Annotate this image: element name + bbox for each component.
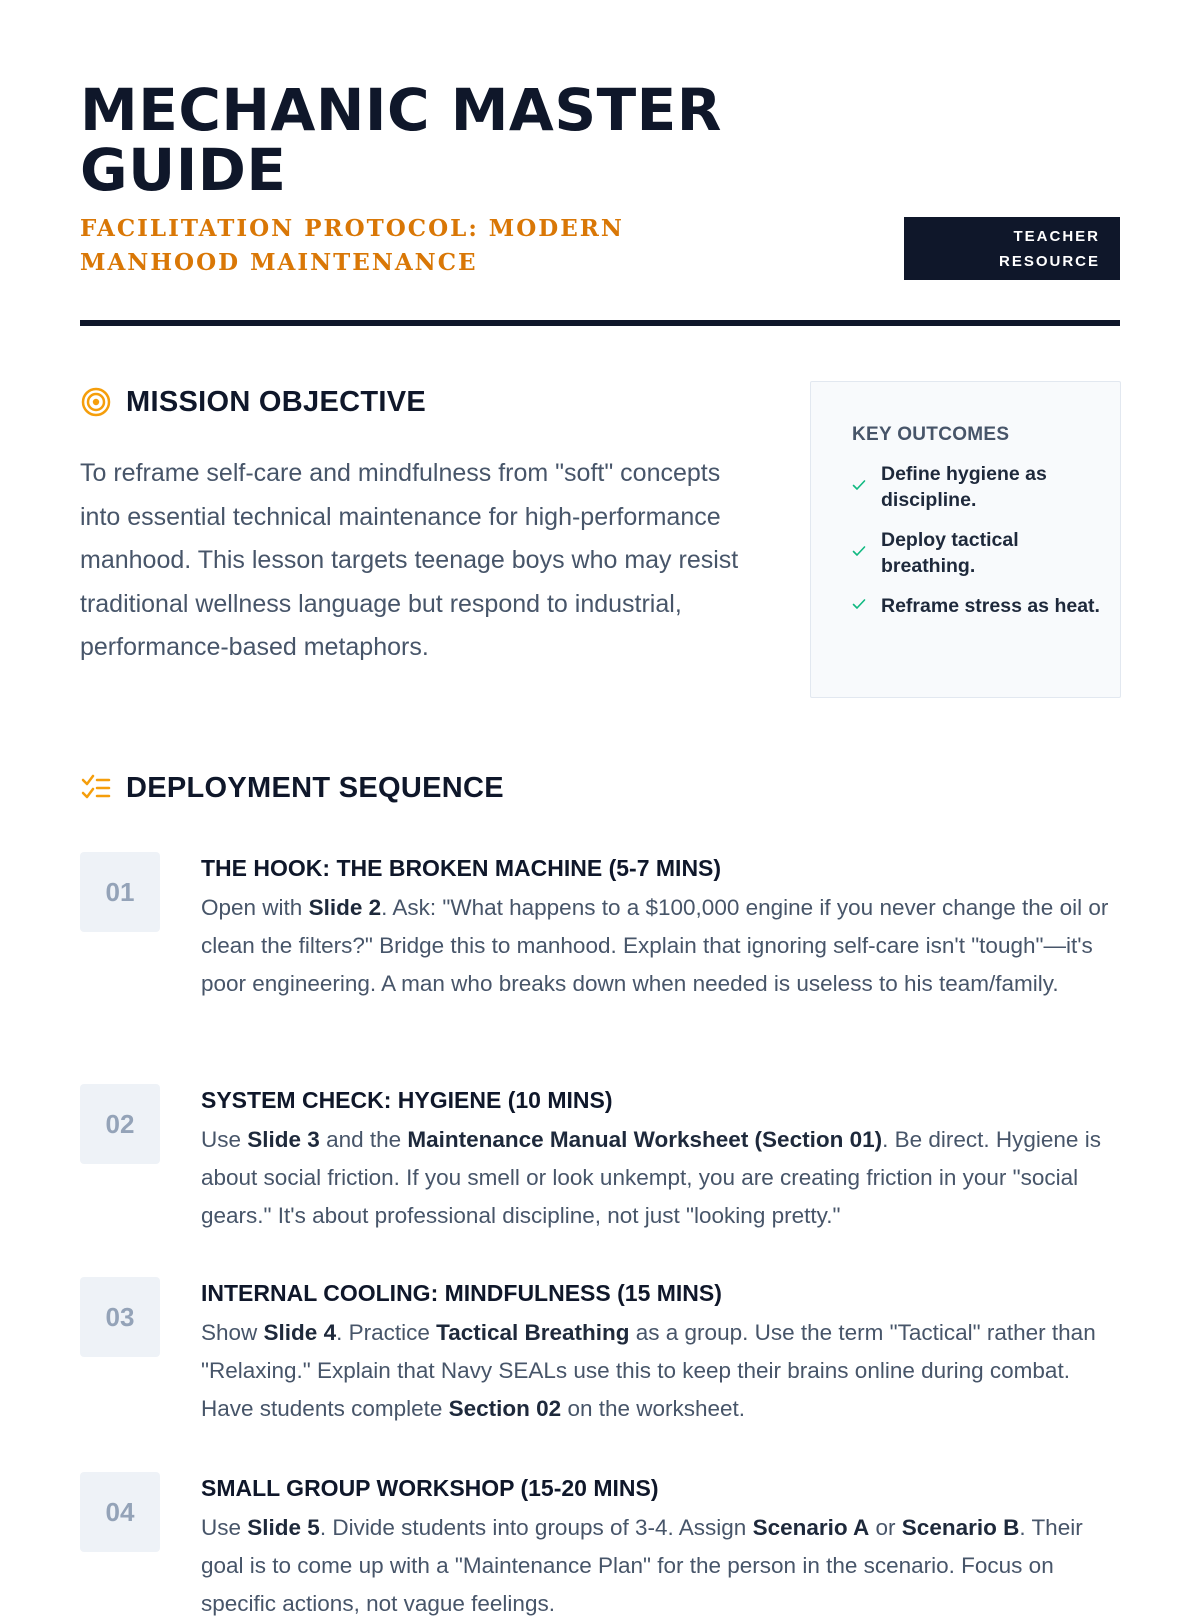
page-title: MECHANIC MASTER GUIDE [80, 76, 722, 204]
step-text: . Be direct. Hygiene is about social friction. If you smell or look unkempt, you are creating friction in your "social gears." It's about professional discipline, not just "looking pretty." [201, 1127, 1101, 1228]
mission-heading [80, 382, 426, 422]
key-outcomes-list [852, 461, 1100, 619]
step-text: . Ask: "What happens to a $100,000 engine if you never change the oil or clean the filters?" Bridge this to manhood. Explain that ignoring self-care isn't "tough"—it's poor engineering. A man who breaks down when needed is useless to his team/family. [201, 895, 1109, 996]
step-text: . Divide students into groups of 3-4. Assign [319, 1515, 753, 1540]
step-text: and the [319, 1127, 408, 1152]
check-icon [852, 478, 868, 496]
sequence-heading [80, 768, 504, 808]
step-emphasis: Slide 4 [263, 1320, 337, 1345]
step-number: 03 [80, 1277, 160, 1357]
header-divider [80, 320, 1120, 326]
step-title: INTERNAL COOLING: MINDFULNESS (15 MINS) [201, 1280, 722, 1306]
step-emphasis: Tactical Breathing [436, 1320, 630, 1345]
teacher-resource-badge [904, 217, 1120, 280]
step-text: as a group. Use the term "Tactical" rather than "Relaxing." Explain that Navy SEALs use this to keep their brains online during combat. Have students complete [201, 1320, 1096, 1421]
outcome-text: Reframe stress as heat. [881, 595, 1100, 617]
outcome-item [852, 593, 1100, 619]
step-emphasis: Maintenance Manual Worksheet (Section 01) [407, 1127, 883, 1152]
guide-page [80, 0, 1120, 1616]
step-number: 01 [80, 852, 160, 932]
step-text: . Practice [336, 1320, 437, 1345]
step-body [201, 1084, 1121, 1235]
step-body [201, 1472, 1121, 1623]
key-outcomes-card [810, 381, 1121, 698]
step-text: . Their goal is to come up with a "Maintenance Plan" for the person in the scenario. Focus on specific actions, not vague feelings. [201, 1515, 1083, 1616]
step-emphasis: Slide 2 [308, 895, 382, 920]
target-icon [80, 386, 112, 418]
step-emphasis: Section 02 [448, 1396, 562, 1421]
badge-line-2: RESOURCE [998, 253, 1100, 270]
step-emphasis: Slide 3 [247, 1127, 320, 1152]
outcome-text: Deploy tactical breathing. [881, 529, 1019, 577]
badge-line-1: TEACHER [1013, 228, 1100, 245]
step-number: 02 [80, 1084, 160, 1164]
step-text: on the worksheet. [561, 1396, 746, 1421]
mission-text: To reframe self-care and mindfulness from "soft" concepts into essential technical maintenance for high-performance manhood. This lesson targets teenage boys who may resist traditional wellness language but respond to industrial, performance-based metaphors. [80, 459, 739, 661]
outcome-item [852, 461, 1100, 513]
step-text: Show [201, 1320, 264, 1345]
step-description [201, 1314, 1121, 1428]
sequence-heading-label: DEPLOYMENT SEQUENCE [126, 771, 504, 804]
step-body [201, 852, 1121, 1003]
step-description [201, 889, 1121, 1003]
step-text: Use [201, 1127, 248, 1152]
step-emphasis: Scenario A [752, 1515, 870, 1540]
key-outcomes-heading: KEY OUTCOMES [852, 424, 1010, 445]
step-description [201, 1121, 1121, 1235]
step-title: THE HOOK: THE BROKEN MACHINE (5-7 MINS) [201, 855, 722, 881]
step-body [201, 1277, 1121, 1428]
step-number: 04 [80, 1472, 160, 1552]
check-icon [852, 544, 868, 562]
check-icon [852, 597, 868, 615]
step-text: Use [201, 1515, 248, 1540]
mission-heading-label: MISSION OBJECTIVE [126, 385, 426, 418]
page-subtitle: FACILITATION PROTOCOL: MODERN MANHOOD MAINTENANCE [80, 215, 624, 276]
step-text: or [869, 1515, 902, 1540]
step-title: SYSTEM CHECK: HYGIENE (10 MINS) [201, 1087, 613, 1113]
outcome-text: Define hygiene as discipline. [881, 463, 1047, 511]
checklist-icon [80, 772, 112, 804]
step-title: SMALL GROUP WORKSHOP (15-20 MINS) [201, 1475, 659, 1501]
outcome-item [852, 527, 1100, 579]
step-emphasis: Slide 5 [247, 1515, 320, 1540]
step-emphasis: Scenario B [901, 1515, 1020, 1540]
step-text: Open with [201, 895, 309, 920]
step-description [201, 1509, 1121, 1623]
